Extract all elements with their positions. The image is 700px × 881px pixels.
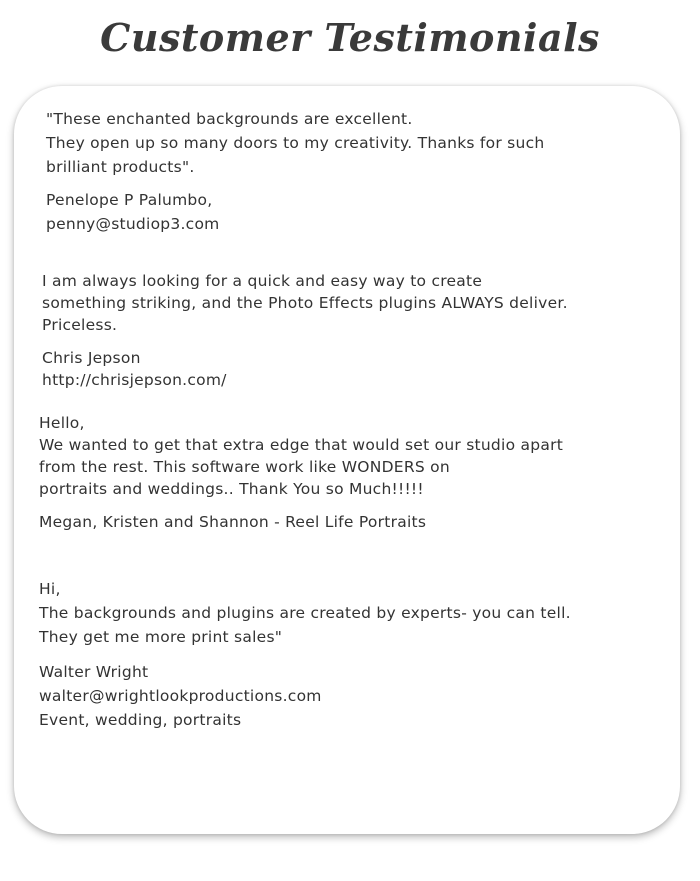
testimonial-quote [39, 577, 571, 649]
author-website: http://chrisjepson.com/ [42, 371, 227, 389]
author-email: penny@studiop3.com [46, 215, 220, 233]
quote-line: Hi, [39, 580, 61, 598]
quote-line: Hello, [39, 414, 85, 432]
page-title: Customer Testimonials [100, 15, 600, 60]
quote-line: something striking, and the Photo Effects plugins ALWAYS deliver. [42, 294, 568, 312]
quote-line: brilliant products". [46, 158, 195, 176]
quote-line: from the rest. This software work like WONDERS on [39, 458, 450, 476]
quote-line: I am always looking for a quick and easy way to create [42, 272, 483, 290]
author-name: Penelope P Palumbo, [46, 191, 213, 209]
author-name: Chris Jepson [42, 349, 141, 367]
testimonial-quote [46, 107, 544, 179]
author-name: Megan, Kristen and Shannon - Reel Life Portraits [39, 513, 427, 531]
author-name: Walter Wright [39, 663, 149, 681]
testimonial-chris [42, 270, 568, 391]
testimonial-author [39, 660, 571, 732]
testimonial-quote [39, 412, 563, 500]
testimonial-quote [42, 270, 568, 336]
quote-line: portraits and weddings.. Thank You so Much!!!!! [39, 480, 424, 498]
quote-line: They get me more print sales" [39, 628, 283, 646]
quote-line: The backgrounds and plugins are created by experts- you can tell. [39, 604, 571, 622]
author-tagline: Event, wedding, portraits [39, 711, 242, 729]
testimonial-walter [39, 577, 571, 732]
quote-line: We wanted to get that extra edge that would set our studio apart [39, 436, 564, 454]
quote-line: They open up so many doors to my creativity. Thanks for such [46, 134, 545, 152]
testimonial-author [42, 347, 568, 391]
testimonial-author [39, 511, 563, 533]
quote-line: "These enchanted backgrounds are excellent. [46, 110, 413, 128]
testimonial-author [46, 188, 544, 236]
quote-line: Priceless. [42, 316, 118, 334]
testimonial-reel-life [39, 412, 563, 533]
testimonial-penelope [46, 107, 544, 236]
author-email: walter@wrightlookproductions.com [39, 687, 322, 705]
